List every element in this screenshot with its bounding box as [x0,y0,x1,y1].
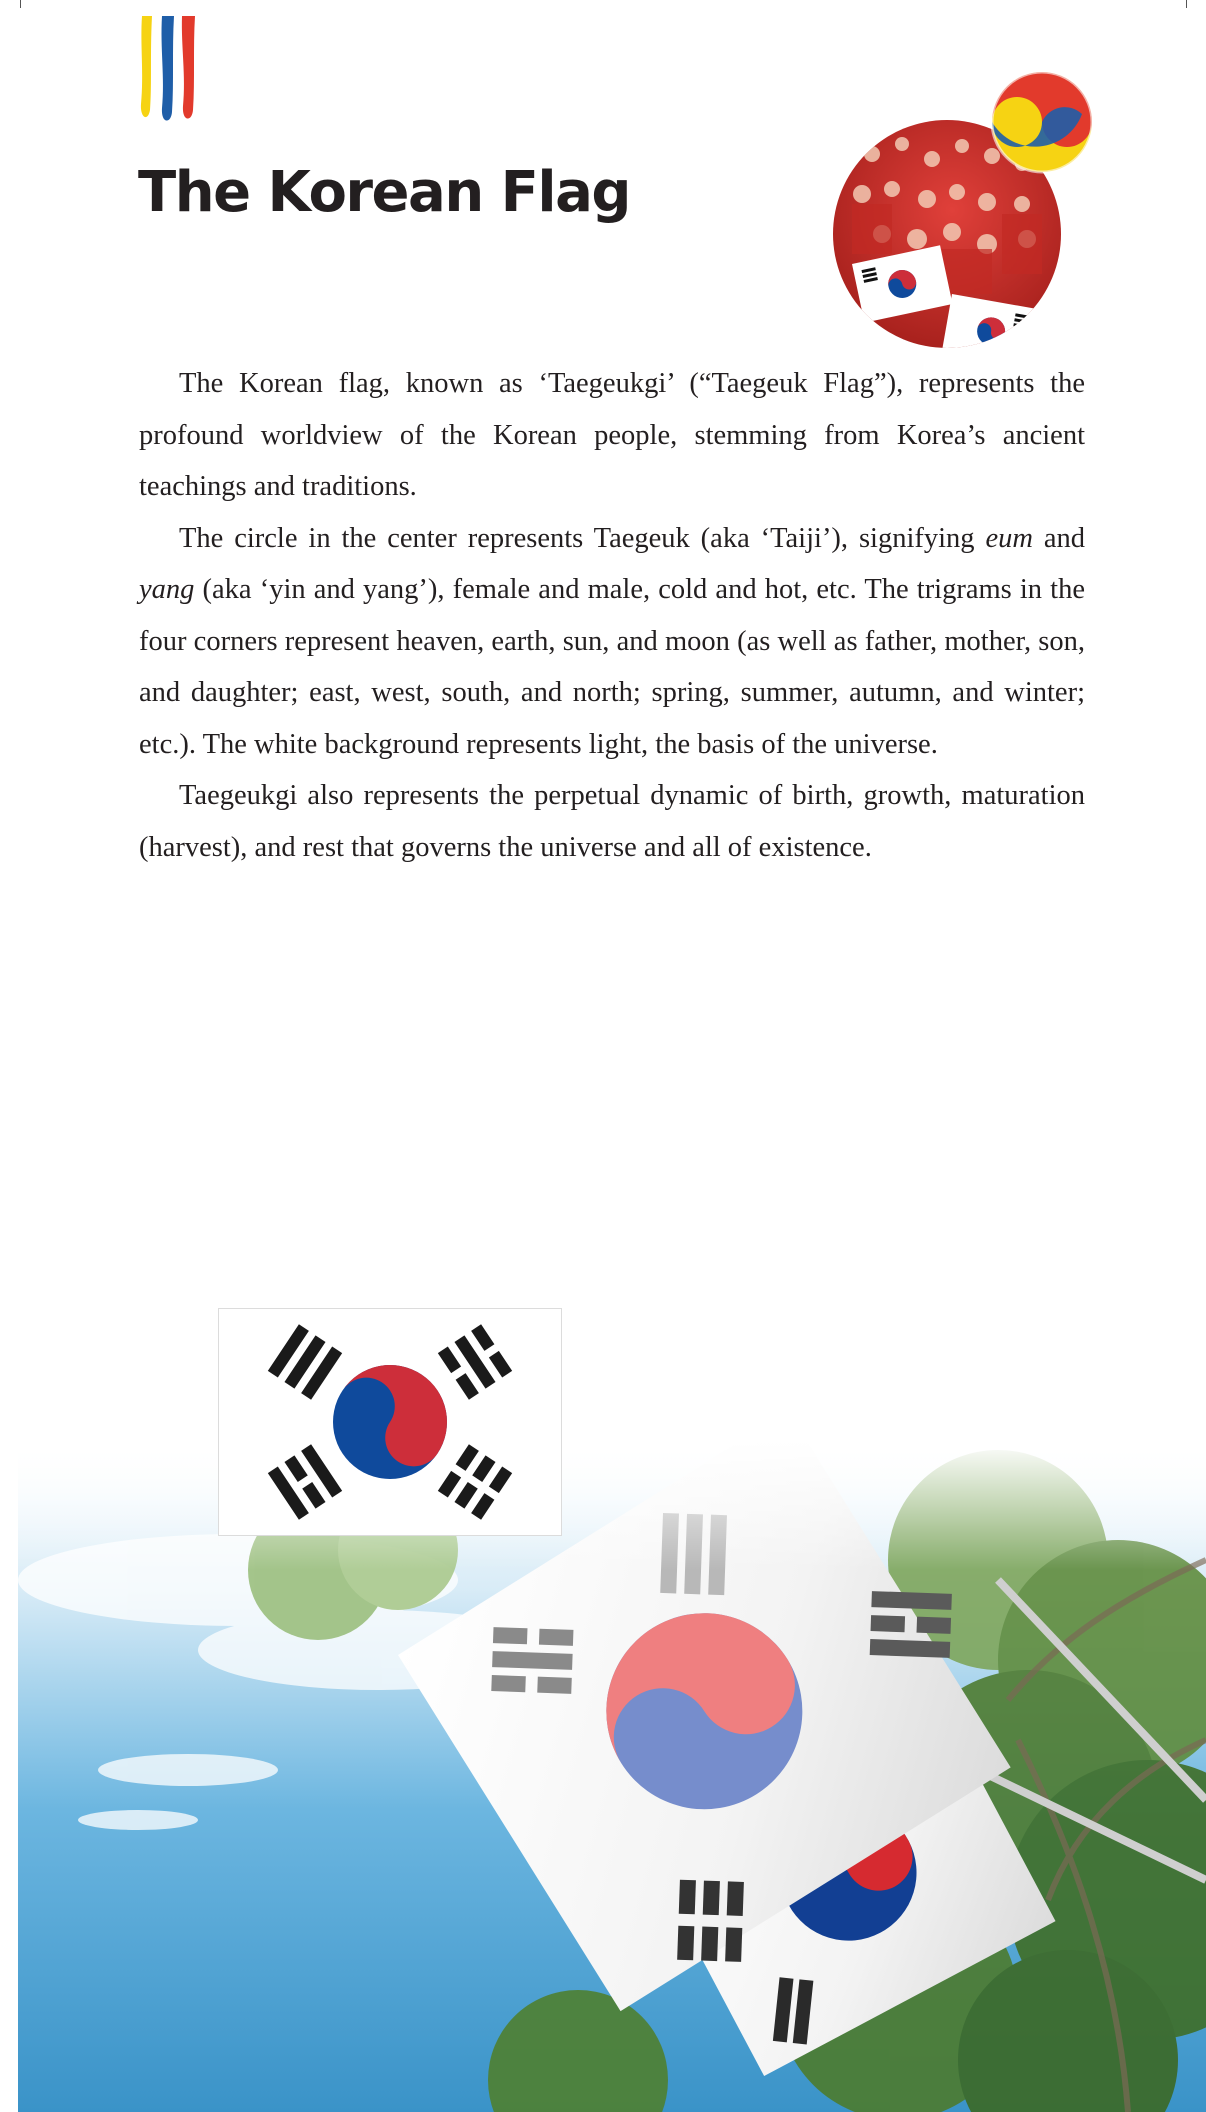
brush-stroke-logo [138,14,200,126]
article-body [139,358,1085,873]
paragraph-2: The circle in the center represents Taegeuk (aka ‘Taiji’), signifying eum and yang (aka ‘yin and yang’), female and male, cold and hot, etc. The trigrams in the four corners represent heaven, earth, sun, and moon (as well as father, mother, son, and daughter; east, west, south, and north; spring, summer, autumn, and winter; etc.). The white background represents light, the basis of the universe. [139,522,1085,760]
paragraph-1: The Korean flag, known as ‘Taegeukgi’ (“Taegeuk Flag”), represents the profound worldview of the Korean people, stemming from Korea’s ancient teachings and traditions. [139,368,1085,502]
crowd-photo-badge [832,64,1092,354]
crop-mark-right [1186,0,1187,8]
taegeukgi-flag [219,1309,561,1535]
blue-brush-stroke [162,16,174,121]
flag-illustration-card [218,1308,562,1536]
tricolor-swirl-icon [992,72,1092,172]
paragraph-3: Taegeukgi also represents the perpetual dynamic of birth, growth, maturation (harvest), and rest that governs the universe and all of existence. [139,780,1085,863]
page-title: The Korean Flag [138,160,630,225]
crop-mark-left [20,0,21,8]
waving-flags-scene [18,1440,1206,2112]
yellow-brush-stroke [141,16,152,117]
red-brush-stroke [182,16,195,119]
